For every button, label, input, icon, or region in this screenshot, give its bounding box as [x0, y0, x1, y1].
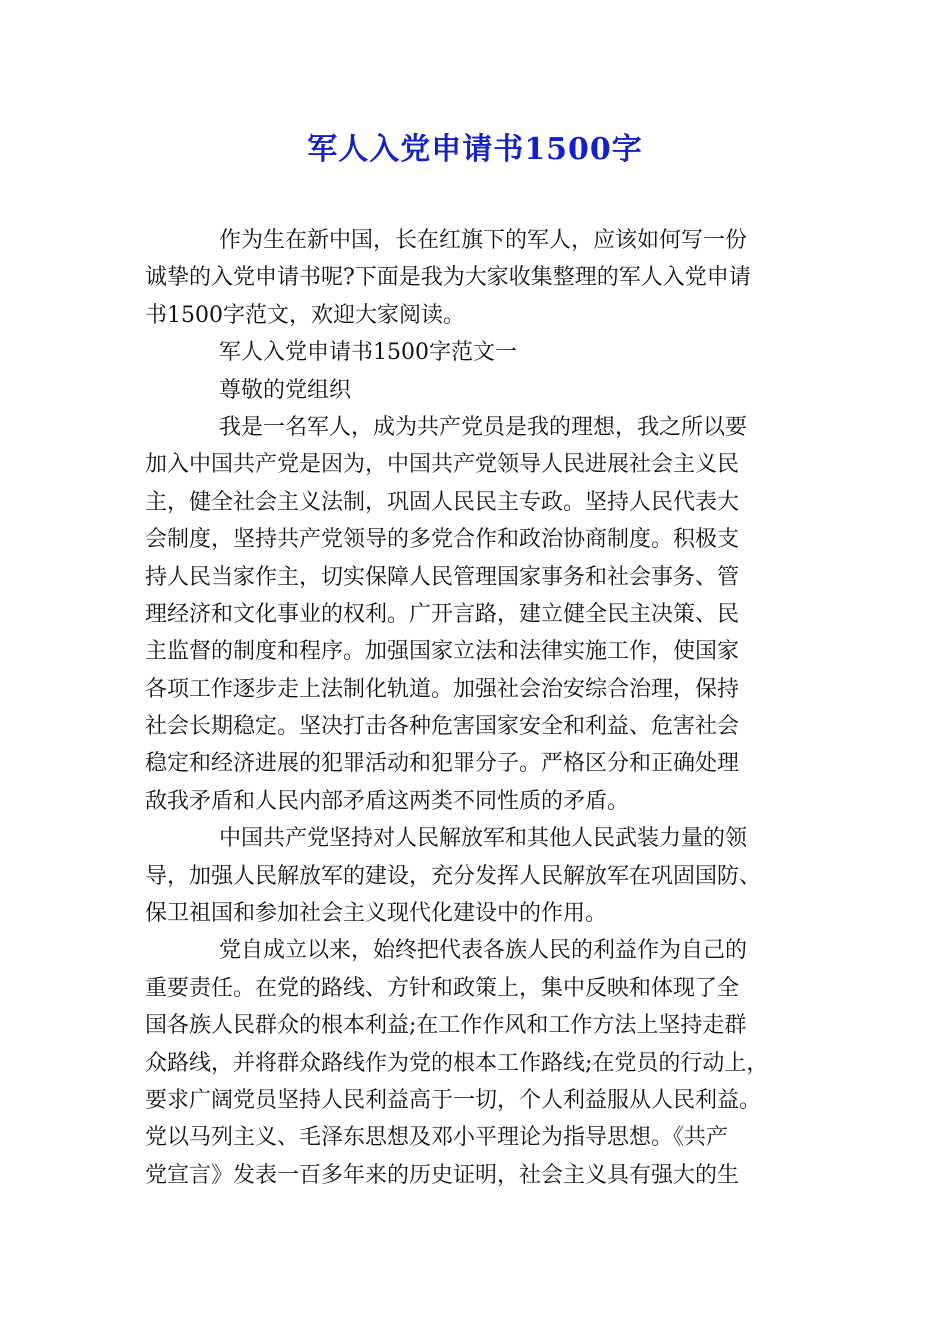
text-line: 加入中国共产党是因为，中国共产党领导人民进展社会主义民 [145, 452, 740, 478]
text-line: 中国共产党坚持对人民解放军和其他人民武装力量的领 [219, 826, 748, 852]
document-body [145, 222, 815, 1194]
text-line: 各项工作逐步走上法制化轨道。加强社会治安综合治理，保持 [145, 676, 740, 702]
text-line: 党以马列主义、毛泽东思想及邓小平理论为指导思想。《共产 [145, 1125, 729, 1151]
text-line: 导，加强人民解放军的建设，充分发挥人民解放军在巩固国防、 [145, 863, 762, 889]
text-line: 主监督的制度和程序。加强国家立法和法律实施工作，使国家 [145, 639, 740, 665]
text-line: 重要责任。在党的路线、方针和政策上，集中反映和体现了全 [145, 975, 740, 1001]
text-line: 诚挚的入党申请书呢?下面是我为大家收集整理的军人入党申请 [145, 265, 751, 291]
text-line: 敌我矛盾和人民内部矛盾这两类不同性质的矛盾。 [145, 788, 630, 814]
text-line: 理经济和文化事业的权利。广开言路，建立健全民主决策、民 [145, 601, 740, 627]
text-line: 我是一名军人，成为共产党员是我的理想，我之所以要 [219, 414, 748, 440]
text-line: 要求广阔党员坚持人民利益高于一切，个人利益服从人民利益。 [145, 1087, 762, 1113]
text-line: 党宣言》发表一百多年来的历史证明，社会主义具有强大的生 [145, 1162, 740, 1188]
document-title: 军人入党申请书1500字 [307, 132, 643, 167]
text-line: 保卫祖国和参加社会主义现代化建设中的作用。 [145, 901, 608, 927]
text-line: 会制度，坚持共产党领导的多党合作和政治协商制度。积极支 [145, 527, 740, 553]
text-line: 社会长期稳定。坚决打击各种危害国家安全和利益、危害社会 [145, 714, 740, 740]
text-line: 书1500字范文，欢迎大家阅读。 [145, 302, 465, 328]
text-line: 持人民当家作主，切实保障人民管理国家事务和社会事务、管 [145, 564, 740, 590]
text-line: 军人入党申请书1500字范文一 [219, 340, 517, 366]
text-line: 作为生在新中国，长在红旗下的军人，应该如何写一份 [219, 228, 748, 253]
text-line: 众路线，并将群众路线作为党的根本工作路线;在党员的行动上， [145, 1050, 769, 1076]
text-line: 国各族人民群众的根本利益;在工作作风和工作方法上坚持走群 [145, 1013, 747, 1039]
text-line: 稳定和经济进展的犯罪活动和犯罪分子。严格区分和正确处理 [145, 751, 740, 777]
text-line: 党自成立以来，始终把代表各族人民的利益作为自己的 [219, 938, 748, 964]
text-line: 主，健全社会主义法制，巩固人民民主专政。坚持人民代表大 [145, 489, 740, 515]
text-line: 尊敬的党组织 [219, 377, 352, 403]
